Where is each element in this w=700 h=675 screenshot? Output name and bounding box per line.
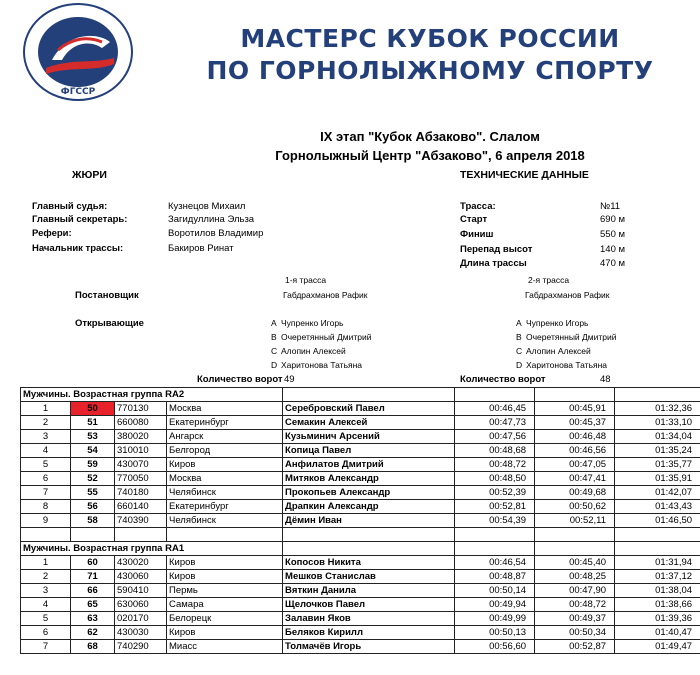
place-cell: 4 xyxy=(21,598,71,612)
athlete-name-cell: Серебровский Павел xyxy=(283,402,455,416)
table-row xyxy=(21,598,700,612)
jury-label: Рефери: xyxy=(32,228,72,239)
run1-time-cell: 00:50,14 xyxy=(455,584,535,598)
athlete-name-cell: Залавин Яков xyxy=(283,612,455,626)
forerunner-letter: B xyxy=(516,332,522,342)
jury-value: Кузнецов Михаил xyxy=(168,201,246,212)
total-time-cell: 01:32,36 xyxy=(615,402,700,416)
forerunner-letter: C xyxy=(516,346,523,356)
city-cell: Белгород xyxy=(167,444,283,458)
run2-time-cell: 00:49,37 xyxy=(535,612,615,626)
forerunner-name: Харитонова Татьяна xyxy=(526,360,608,370)
setter-run1: Габдрахманов Рафик xyxy=(283,290,368,300)
code-cell: 590410 xyxy=(115,584,167,598)
city-cell: Пермь xyxy=(167,584,283,598)
table-row xyxy=(21,626,700,640)
event-title: IX этап "Кубок Абзаково". Слалом xyxy=(320,129,540,144)
run2-time-cell: 00:46,56 xyxy=(535,444,615,458)
tech-value: 550 м xyxy=(600,229,626,240)
page-title-line2: ПО ГОРНОЛЫЖНОМУ СПОРТУ xyxy=(206,56,654,85)
code-cell: 660140 xyxy=(115,500,167,514)
place-cell: 6 xyxy=(21,472,71,486)
jury-label: Главный секретарь: xyxy=(32,214,128,225)
total-time-cell: 01:33,10 xyxy=(615,416,700,430)
group-header-row xyxy=(21,388,700,402)
forerunner-letter: D xyxy=(271,360,278,370)
total-time-cell: 01:38,66 xyxy=(615,598,700,612)
tech-value: 470 м xyxy=(600,258,626,269)
results-table xyxy=(20,387,700,654)
bib-cell: 52 xyxy=(71,472,115,486)
group-spacer xyxy=(21,528,700,542)
code-cell: 770130 xyxy=(115,402,167,416)
jury-label: Главный судья: xyxy=(32,201,108,212)
city-cell: Самара xyxy=(167,598,283,612)
run2-time-cell: 00:45,40 xyxy=(535,556,615,570)
city-cell: Киров xyxy=(167,626,283,640)
run2-time-cell: 00:47,90 xyxy=(535,584,615,598)
code-cell: 660080 xyxy=(115,416,167,430)
table-row xyxy=(21,640,700,654)
table-row xyxy=(21,612,700,626)
athlete-name-cell: Копица Павел xyxy=(283,444,455,458)
run2-time-cell: 00:50,34 xyxy=(535,626,615,640)
bib-cell: 63 xyxy=(71,612,115,626)
gates-label-run1: Количество ворот xyxy=(197,374,283,385)
total-time-cell: 01:35,24 xyxy=(615,444,700,458)
bib-cell: 53 xyxy=(71,430,115,444)
empty-cell xyxy=(283,388,455,402)
city-cell: Екатеринбург xyxy=(167,416,283,430)
run1-time-cell: 00:47,56 xyxy=(455,430,535,444)
bib-cell: 66 xyxy=(71,584,115,598)
run1-label: 1-я трасса xyxy=(285,275,327,285)
code-cell: 740290 xyxy=(115,640,167,654)
code-cell: 430060 xyxy=(115,570,167,584)
city-cell: Ангарск xyxy=(167,430,283,444)
place-cell: 6 xyxy=(21,626,71,640)
code-cell: 020170 xyxy=(115,612,167,626)
athlete-name-cell: Вяткин Данила xyxy=(283,584,455,598)
group-title: Мужчины. Возрастная группа RA2 xyxy=(21,388,283,402)
empty-cell xyxy=(455,542,535,556)
run1-time-cell: 00:48,68 xyxy=(455,444,535,458)
athlete-name-cell: Беляков Кирилл xyxy=(283,626,455,640)
tech-value: 140 м xyxy=(600,244,626,255)
empty-cell xyxy=(535,542,615,556)
forerunners-label: Открывающие xyxy=(75,318,144,329)
forerunner-letter: A xyxy=(271,318,277,328)
run2-time-cell: 00:48,72 xyxy=(535,598,615,612)
place-cell: 7 xyxy=(21,486,71,500)
city-cell: Киров xyxy=(167,570,283,584)
total-time-cell: 01:31,94 xyxy=(615,556,700,570)
forerunner-name: Очеретянный Дмитрий xyxy=(281,332,372,342)
table-row xyxy=(21,500,700,514)
run1-time-cell: 00:49,99 xyxy=(455,612,535,626)
run1-time-cell: 00:56,60 xyxy=(455,640,535,654)
forerunner-name: Алопин Алексей xyxy=(281,346,346,356)
tech-value: 690 м xyxy=(600,214,626,225)
city-cell: Екатеринбург xyxy=(167,500,283,514)
athlete-name-cell: Мешков Станислав xyxy=(283,570,455,584)
bib-cell: 50 xyxy=(71,402,115,416)
forerunner-name: Алопин Алексей xyxy=(526,346,591,356)
run1-time-cell: 00:54,39 xyxy=(455,514,535,528)
run1-time-cell: 00:48,72 xyxy=(455,458,535,472)
table-row xyxy=(21,416,700,430)
tech-label: Трасса: xyxy=(460,201,496,212)
tech-label: Перепад высот xyxy=(460,244,533,255)
forerunner-name: Чупренко Игорь xyxy=(281,318,344,328)
code-cell: 310010 xyxy=(115,444,167,458)
bib-cell: 58 xyxy=(71,514,115,528)
run1-time-cell: 00:50,13 xyxy=(455,626,535,640)
forerunner-letter: B xyxy=(271,332,277,342)
run1-time-cell: 00:46,54 xyxy=(455,556,535,570)
athlete-name-cell: Кузьминич Арсений xyxy=(283,430,455,444)
empty-cell xyxy=(455,388,535,402)
athlete-name-cell: Митяков Александр xyxy=(283,472,455,486)
forerunner-letter: C xyxy=(271,346,278,356)
city-cell: Челябинск xyxy=(167,486,283,500)
run1-time-cell: 00:48,87 xyxy=(455,570,535,584)
run2-time-cell: 00:52,11 xyxy=(535,514,615,528)
total-time-cell: 01:42,07 xyxy=(615,486,700,500)
table-row xyxy=(21,444,700,458)
empty-cell xyxy=(283,542,455,556)
total-time-cell: 01:39,36 xyxy=(615,612,700,626)
run2-time-cell: 00:47,05 xyxy=(535,458,615,472)
code-cell: 430070 xyxy=(115,458,167,472)
code-cell: 380020 xyxy=(115,430,167,444)
total-time-cell: 01:34,04 xyxy=(615,430,700,444)
place-cell: 1 xyxy=(21,556,71,570)
place-cell: 4 xyxy=(21,444,71,458)
gates-label-run2: Количество ворот xyxy=(460,374,546,385)
city-cell: Белорецк xyxy=(167,612,283,626)
place-cell: 2 xyxy=(21,416,71,430)
jury-heading: ЖЮРИ xyxy=(72,169,107,181)
place-cell: 1 xyxy=(21,402,71,416)
total-time-cell: 01:43,43 xyxy=(615,500,700,514)
table-row xyxy=(21,486,700,500)
forerunner-name: Чупренко Игорь xyxy=(526,318,589,328)
forerunner-name: Очеретянный Дмитрий xyxy=(526,332,617,342)
code-cell: 740180 xyxy=(115,486,167,500)
bib-cell: 62 xyxy=(71,626,115,640)
empty-cell xyxy=(615,542,700,556)
place-cell: 7 xyxy=(21,640,71,654)
bib-cell: 54 xyxy=(71,444,115,458)
total-time-cell: 01:35,77 xyxy=(615,458,700,472)
table-row xyxy=(21,570,700,584)
forerunner-letter: D xyxy=(516,360,523,370)
place-cell: 5 xyxy=(21,612,71,626)
bib-cell: 71 xyxy=(71,570,115,584)
table-row xyxy=(21,472,700,486)
total-time-cell: 01:49,47 xyxy=(615,640,700,654)
empty-cell xyxy=(535,388,615,402)
city-cell: Москва xyxy=(167,402,283,416)
athlete-name-cell: Толмачёв Игорь xyxy=(283,640,455,654)
city-cell: Миасс xyxy=(167,640,283,654)
place-cell: 3 xyxy=(21,584,71,598)
code-cell: 630060 xyxy=(115,598,167,612)
federation-logo xyxy=(22,2,134,102)
bib-cell: 59 xyxy=(71,458,115,472)
jury-value: Загидуллина Эльза xyxy=(168,214,255,225)
jury-label: Начальник трассы: xyxy=(32,243,124,254)
place-cell: 5 xyxy=(21,458,71,472)
group-header-row xyxy=(21,542,700,556)
place-cell: 3 xyxy=(21,430,71,444)
table-row xyxy=(21,514,700,528)
results-body xyxy=(21,388,700,654)
empty-cell xyxy=(615,388,700,402)
jury-value: Воротилов Владимир xyxy=(168,228,264,239)
athlete-name-cell: Прокопьев Александр xyxy=(283,486,455,500)
code-cell: 430020 xyxy=(115,556,167,570)
run2-label: 2-я трасса xyxy=(528,275,570,285)
jury-value: Бакиров Ринат xyxy=(168,243,234,254)
place-cell: 2 xyxy=(21,570,71,584)
table-row xyxy=(21,402,700,416)
code-cell: 430030 xyxy=(115,626,167,640)
place-cell: 8 xyxy=(21,500,71,514)
tech-label: Длина трассы xyxy=(460,258,527,269)
athlete-name-cell: Анфилатов Дмитрий xyxy=(283,458,455,472)
table-row xyxy=(21,584,700,598)
run2-time-cell: 00:45,37 xyxy=(535,416,615,430)
forerunner-name: Харитонова Татьяна xyxy=(281,360,363,370)
table-row xyxy=(21,556,700,570)
bib-cell: 55 xyxy=(71,486,115,500)
place-cell: 9 xyxy=(21,514,71,528)
city-cell: Киров xyxy=(167,556,283,570)
bib-cell: 60 xyxy=(71,556,115,570)
run2-time-cell: 00:50,62 xyxy=(535,500,615,514)
run1-time-cell: 00:49,94 xyxy=(455,598,535,612)
code-cell: 770050 xyxy=(115,472,167,486)
athlete-name-cell: Драпкин Александр xyxy=(283,500,455,514)
athlete-name-cell: Копосов Никита xyxy=(283,556,455,570)
bib-cell: 56 xyxy=(71,500,115,514)
bib-cell: 65 xyxy=(71,598,115,612)
city-cell: Москва xyxy=(167,472,283,486)
run1-time-cell: 00:52,81 xyxy=(455,500,535,514)
gates-run1: 49 xyxy=(284,374,295,385)
run1-time-cell: 00:48,50 xyxy=(455,472,535,486)
bib-cell: 68 xyxy=(71,640,115,654)
city-cell: Челябинск xyxy=(167,514,283,528)
run2-time-cell: 00:46,48 xyxy=(535,430,615,444)
event-subtitle: Горнолыжный Центр "Абзаково", 6 апреля 2018 xyxy=(275,148,585,163)
table-row xyxy=(21,458,700,472)
city-cell: Киров xyxy=(167,458,283,472)
run2-time-cell: 00:45,91 xyxy=(535,402,615,416)
setter-label: Постановщик xyxy=(75,290,139,301)
total-time-cell: 01:38,04 xyxy=(615,584,700,598)
tech-label: Финиш xyxy=(460,229,494,240)
group-title: Мужчины. Возрастная группа RA1 xyxy=(21,542,283,556)
bib-cell: 51 xyxy=(71,416,115,430)
total-time-cell: 01:37,12 xyxy=(615,570,700,584)
logo-text: ФГССР xyxy=(60,87,96,97)
tech-heading: ТЕХНИЧЕСКИЕ ДАННЫЕ xyxy=(460,169,589,181)
total-time-cell: 01:40,47 xyxy=(615,626,700,640)
total-time-cell: 01:46,50 xyxy=(615,514,700,528)
run1-time-cell: 00:52,39 xyxy=(455,486,535,500)
run1-time-cell: 00:46,45 xyxy=(455,402,535,416)
tech-label: Старт xyxy=(460,214,488,225)
table-row xyxy=(21,430,700,444)
athlete-name-cell: Дёмин Иван xyxy=(283,514,455,528)
setter-run2: Габдрахманов Рафик xyxy=(525,290,610,300)
run2-time-cell: 00:48,25 xyxy=(535,570,615,584)
athlete-name-cell: Семакин Алексей xyxy=(283,416,455,430)
run2-time-cell: 00:49,68 xyxy=(535,486,615,500)
code-cell: 740390 xyxy=(115,514,167,528)
forerunner-letter: A xyxy=(516,318,522,328)
page-title-line1: МАСТЕРС КУБОК РОССИИ xyxy=(240,24,620,53)
tech-value: №11 xyxy=(600,201,621,212)
gates-run2: 48 xyxy=(600,374,611,385)
total-time-cell: 01:35,91 xyxy=(615,472,700,486)
run2-time-cell: 00:52,87 xyxy=(535,640,615,654)
run2-time-cell: 00:47,41 xyxy=(535,472,615,486)
athlete-name-cell: Щелочков Павел xyxy=(283,598,455,612)
run1-time-cell: 00:47,73 xyxy=(455,416,535,430)
